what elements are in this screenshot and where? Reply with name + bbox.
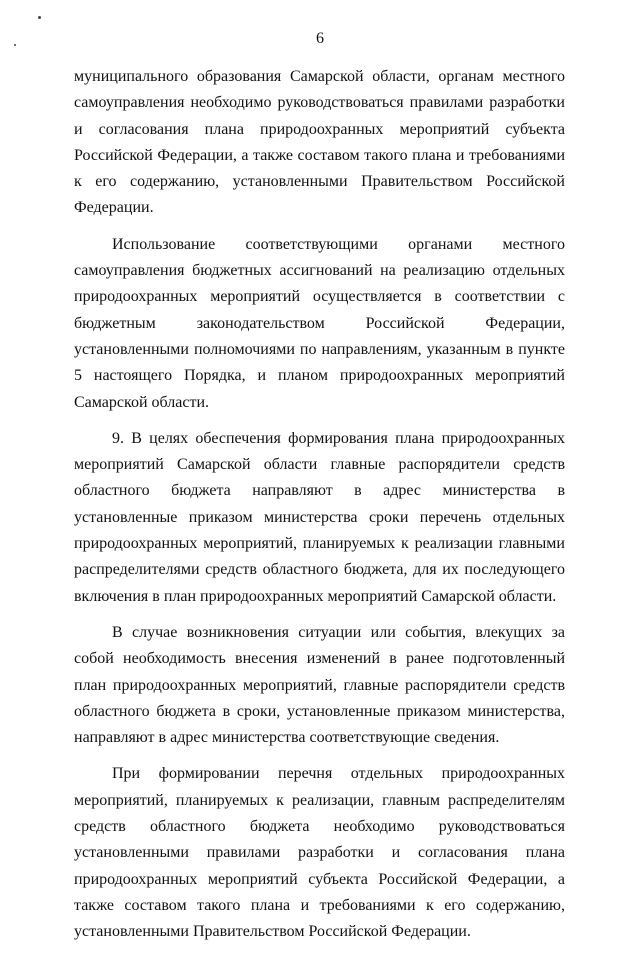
paragraph-changes: В случае возникновения ситуации или события, влекущих за собой необходимость внесения изменений в ранее подготовленный план природоохранных мероприятий, главные распорядители средств областного бюджета в сроки, установленные приказом министерства, направляют в адрес министерства соответствующие сведения. bbox=[74, 623, 565, 747]
paragraph-budget-use: Использование соответствующими органами местного самоуправления бюджетных ассигнований на реализацию отдельных природоохранных мероприятий осуществляется в соответствии с бюджетным законодательством Российской Федерации, установленными полномочиями по направлениям, указанным в пункте 5 настоящего Порядка, и планом природоохранных мероприятий Самарской области. bbox=[74, 235, 565, 411]
document-body bbox=[74, 64, 565, 956]
paragraph-item-9: 9. В целях обеспечения формирования плана природоохранных мероприятий Самарской области главные распорядители средств областного бюджета направляют в адрес министерства в установленные приказом министерства сроки перечень отдельных природоохранных мероприятий, планируемых к реализации главными распределителями средств областного бюджета, для их последующего включения в план природоохранных мероприятий Самарской области. bbox=[74, 429, 565, 605]
page-number: 6 bbox=[316, 30, 324, 47]
paragraph-continuation: муниципального образования Самарской области, органам местного самоуправления необходимо руководствоваться правилами разработки и согласования плана природоохранных мероприятий субъекта Российской Федерации, а также составом такого плана и требованиями к его содержанию, установленными Правительством Российской Федерации. bbox=[74, 68, 565, 217]
scan-speck bbox=[38, 16, 41, 19]
paragraph-forming-list: При формировании перечня отдельных природоохранных мероприятий, планируемых к реализации, главным распределителям средств областного бюджета необходимо руководствоваться установленными правилами разработки и согласования плана природоохранных мероприятий субъекта Российской Федерации, а также составом такого плана и требованиями к его содержанию, установленными Правительством Российской Федерации. bbox=[74, 765, 565, 941]
